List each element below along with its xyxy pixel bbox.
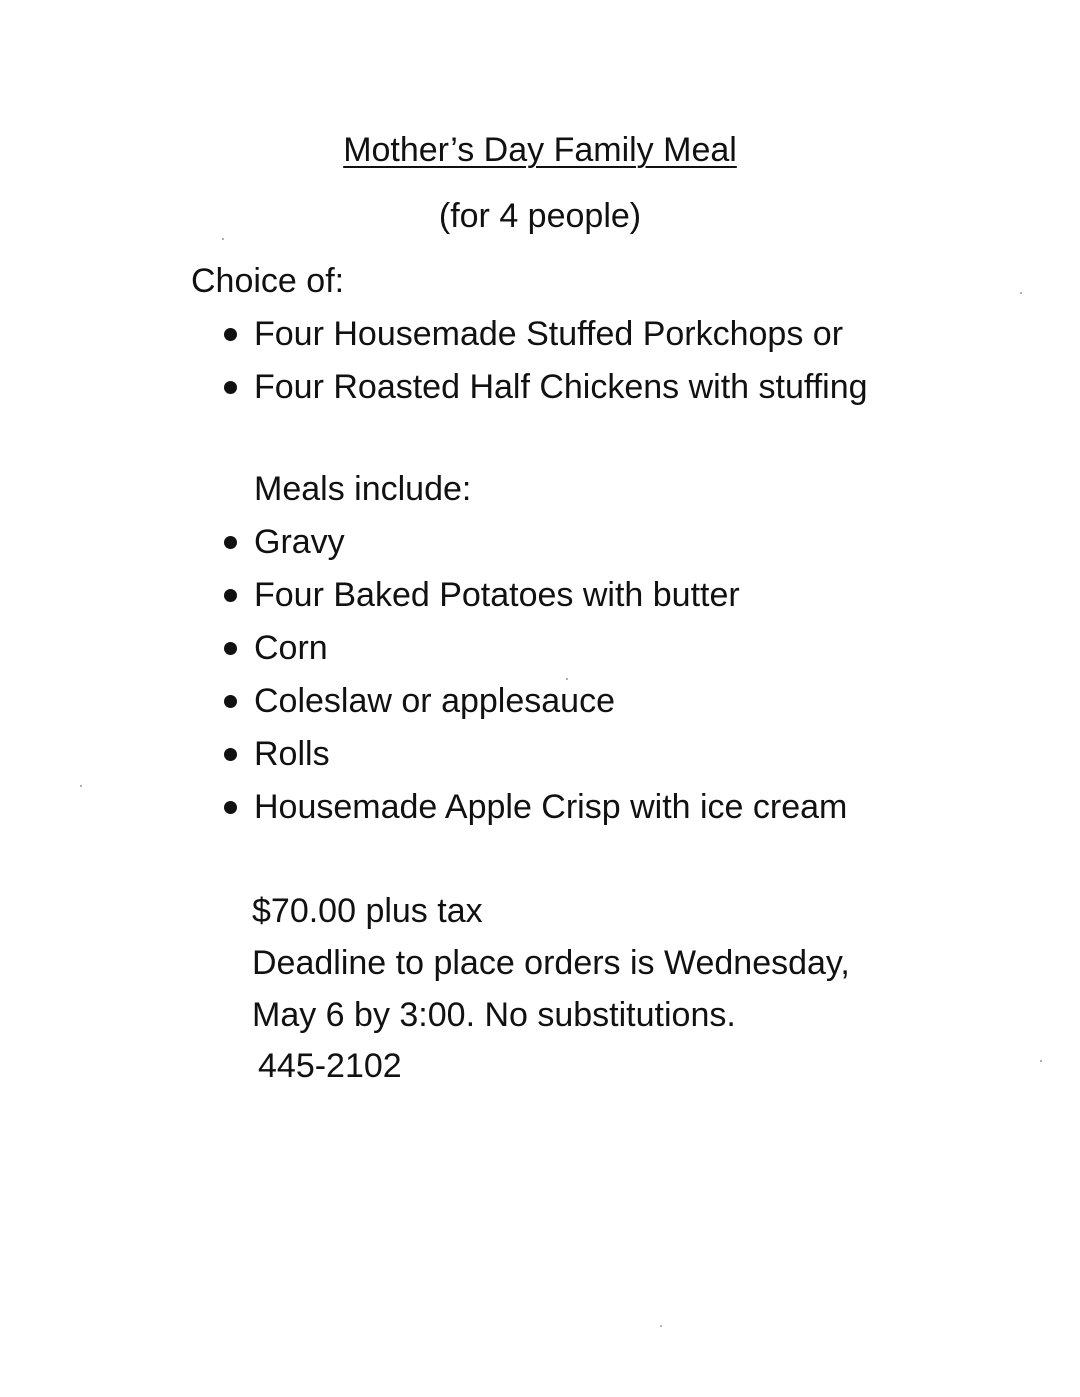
scan-speck [1020,292,1022,294]
list-item [220,626,847,679]
list-item-text: Four Baked Potatoes with butter [254,576,740,614]
list-item [220,312,868,365]
includes-label: Meals include: [254,470,472,508]
bullet-icon [224,536,237,549]
list-item [220,520,847,573]
bullet-icon [224,748,237,761]
phone-number: 445-2102 [258,1047,402,1085]
title-text: Mother’s Day Family Meal [343,131,737,169]
page-subtitle: (for 4 people) [438,197,642,235]
includes-list [220,520,847,838]
list-item-text: Rolls [254,735,330,773]
bullet-icon [224,801,237,814]
deadline-text-line1: Deadline to place orders is Wednesday, [252,944,850,982]
choice-label: Choice of: [191,262,345,300]
scan-speck [660,1325,662,1327]
list-item-text: Coleslaw or applesauce [254,682,615,720]
page-title [0,128,1080,172]
bullet-icon [224,381,237,394]
list-item [220,365,868,418]
list-item-text: Gravy [254,523,345,561]
deadline-text-line2: May 6 by 3:00. No substitutions. [252,996,736,1034]
list-item [220,679,847,732]
scan-speck [80,785,82,787]
bullet-icon [224,328,237,341]
price-text: $70.00 plus tax [252,892,483,930]
choice-list [220,312,868,418]
list-item-text: Corn [254,629,328,667]
list-item-text: Four Roasted Half Chickens with stuffing [254,368,868,406]
list-item-text: Four Housemade Stuffed Porkchops or [254,315,844,353]
list-item-text: Housemade Apple Crisp with ice cream [254,788,848,826]
bullet-icon [224,695,237,708]
scan-speck [1040,1060,1042,1062]
bullet-icon [224,589,237,602]
bullet-icon [224,642,237,655]
list-item [220,732,847,785]
list-item [220,573,847,626]
scan-speck [566,678,568,680]
list-item [220,785,847,838]
scan-speck [222,238,224,240]
